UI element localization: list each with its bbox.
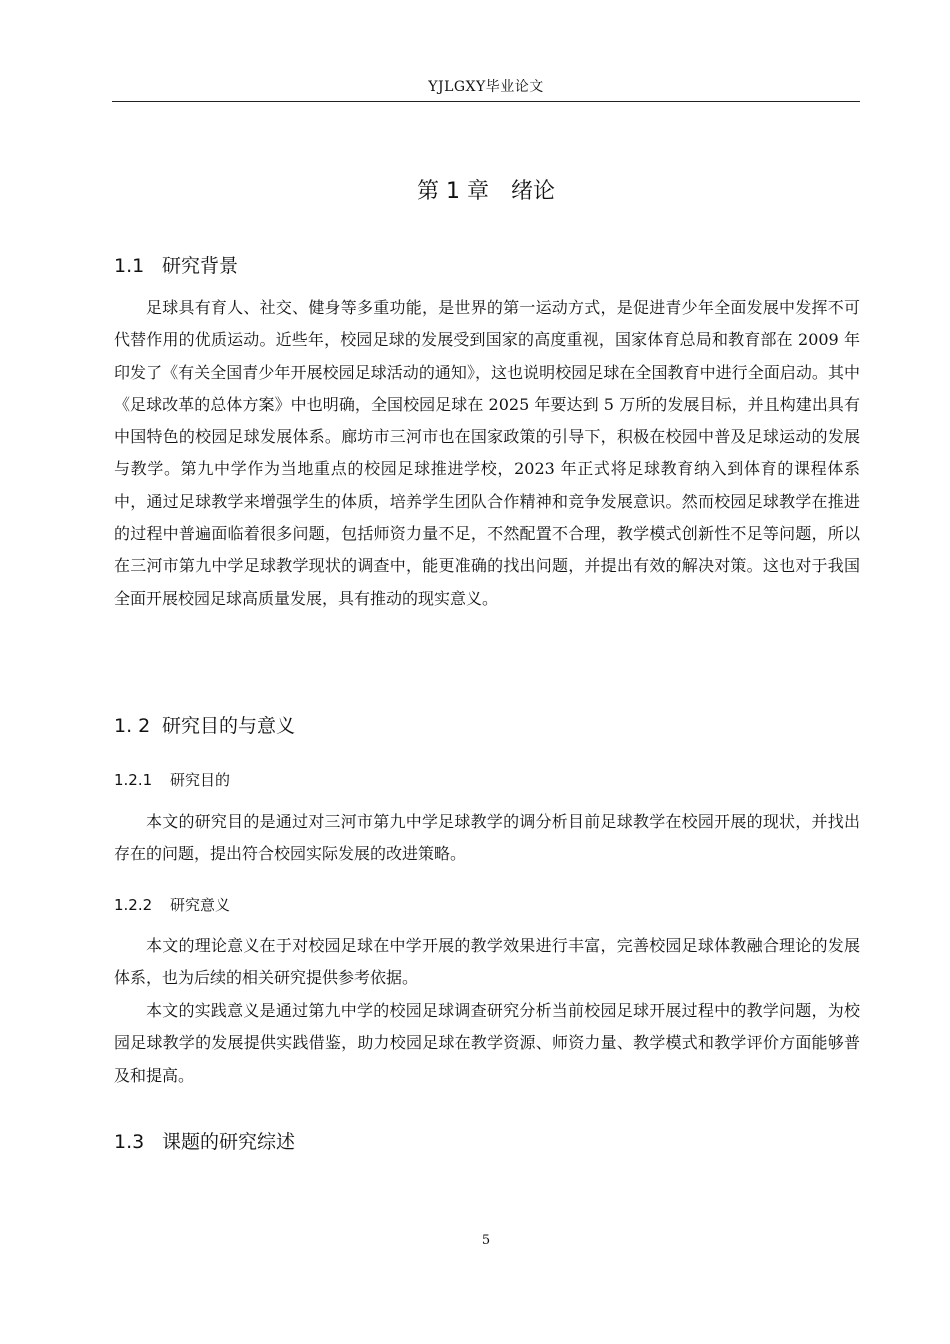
subsection-title: 研究目的 <box>170 771 231 789</box>
section-number: 1. 2 <box>114 715 151 737</box>
subsection-heading-1-2-2 <box>114 894 230 916</box>
section-title: 研究背景 <box>162 255 239 277</box>
chapter-title: 第 1 章 绪论 <box>417 179 555 204</box>
section-title: 课题的研究综述 <box>162 1131 296 1153</box>
paragraph-background: 足球具有育人、社交、健身等多重功能，是世界的第一运动方式，是促进青少年全面发展中发挥不可代替作用的优质运动。近些年，校园足球的发展受到国家的高度重视，国家体育总局和教育部在 2009 年印发了《有关全国青少年开展校园足球活动的通知》，这也说明校园足球在全国教育中进行全面启动。其中《足球改革的总体方案》中也明确，全国校园足球在 2025 年要达到 5 万所的发展目标，并且构建出具有中国特色的校园足球发展体系。廊坊市三河市也在国家政策的引导下，积极在校园中普及足球运动的发展与教学。第九中学作为当地重点的校园足球推进学校，2023 年正式将足球教育纳入到体育的课程体系中，通过足球教学来增强学生的体质，培养学生团队合作精神和竞争发展意识。然而校园足球教学在推进的过程中普遍面临着很多问题，包括师资力量不足，不然配置不合理，教学模式创新性不足等问题，所以在三河市第九中学足球教学现状的调查中，能更准确的找出问题，并提出有效的解决对策。这也对于我国全面开展校园足球高质量发展，具有推动的现实意义。 <box>114 298 860 608</box>
paragraph-theoretical-significance: 本文的理论意义在于对校园足球在中学开展的教学效果进行丰富，完善校园足球体教融合理论的发展体系，也为后续的相关研究提供参考依据。 <box>114 936 860 988</box>
section-heading-1-2 <box>114 712 295 740</box>
subsection-number: 1.2.1 <box>114 771 153 789</box>
section-number: 1.1 <box>114 255 145 277</box>
subsection-title: 研究意义 <box>170 896 231 914</box>
subsection-number: 1.2.2 <box>114 896 153 914</box>
paragraph-purpose: 本文的研究目的是通过对三河市第九中学足球教学的调分析目前足球教学在校园开展的现状，并找出存在的问题，提出符合校园实际发展的改进策略。 <box>114 812 860 864</box>
section-number: 1.3 <box>114 1131 145 1153</box>
page-number: 5 <box>481 1233 491 1248</box>
section-heading-1-3 <box>114 1128 295 1156</box>
subsection-heading-1-2-1 <box>114 769 230 791</box>
header-rule <box>112 101 860 102</box>
section-heading-1-1 <box>114 252 238 280</box>
section-title: 研究目的与意义 <box>162 715 296 737</box>
paragraph-practical-significance: 本文的实践意义是通过第九中学的校园足球调查研究分析当前校园足球开展过程中的教学问题，为校园足球教学的发展提供实践借鉴，助力校园足球在教学资源、师资力量、教学模式和教学评价方面能够普及和提高。 <box>114 1001 860 1085</box>
running-header: YJLGXY毕业论文 <box>428 79 544 95</box>
